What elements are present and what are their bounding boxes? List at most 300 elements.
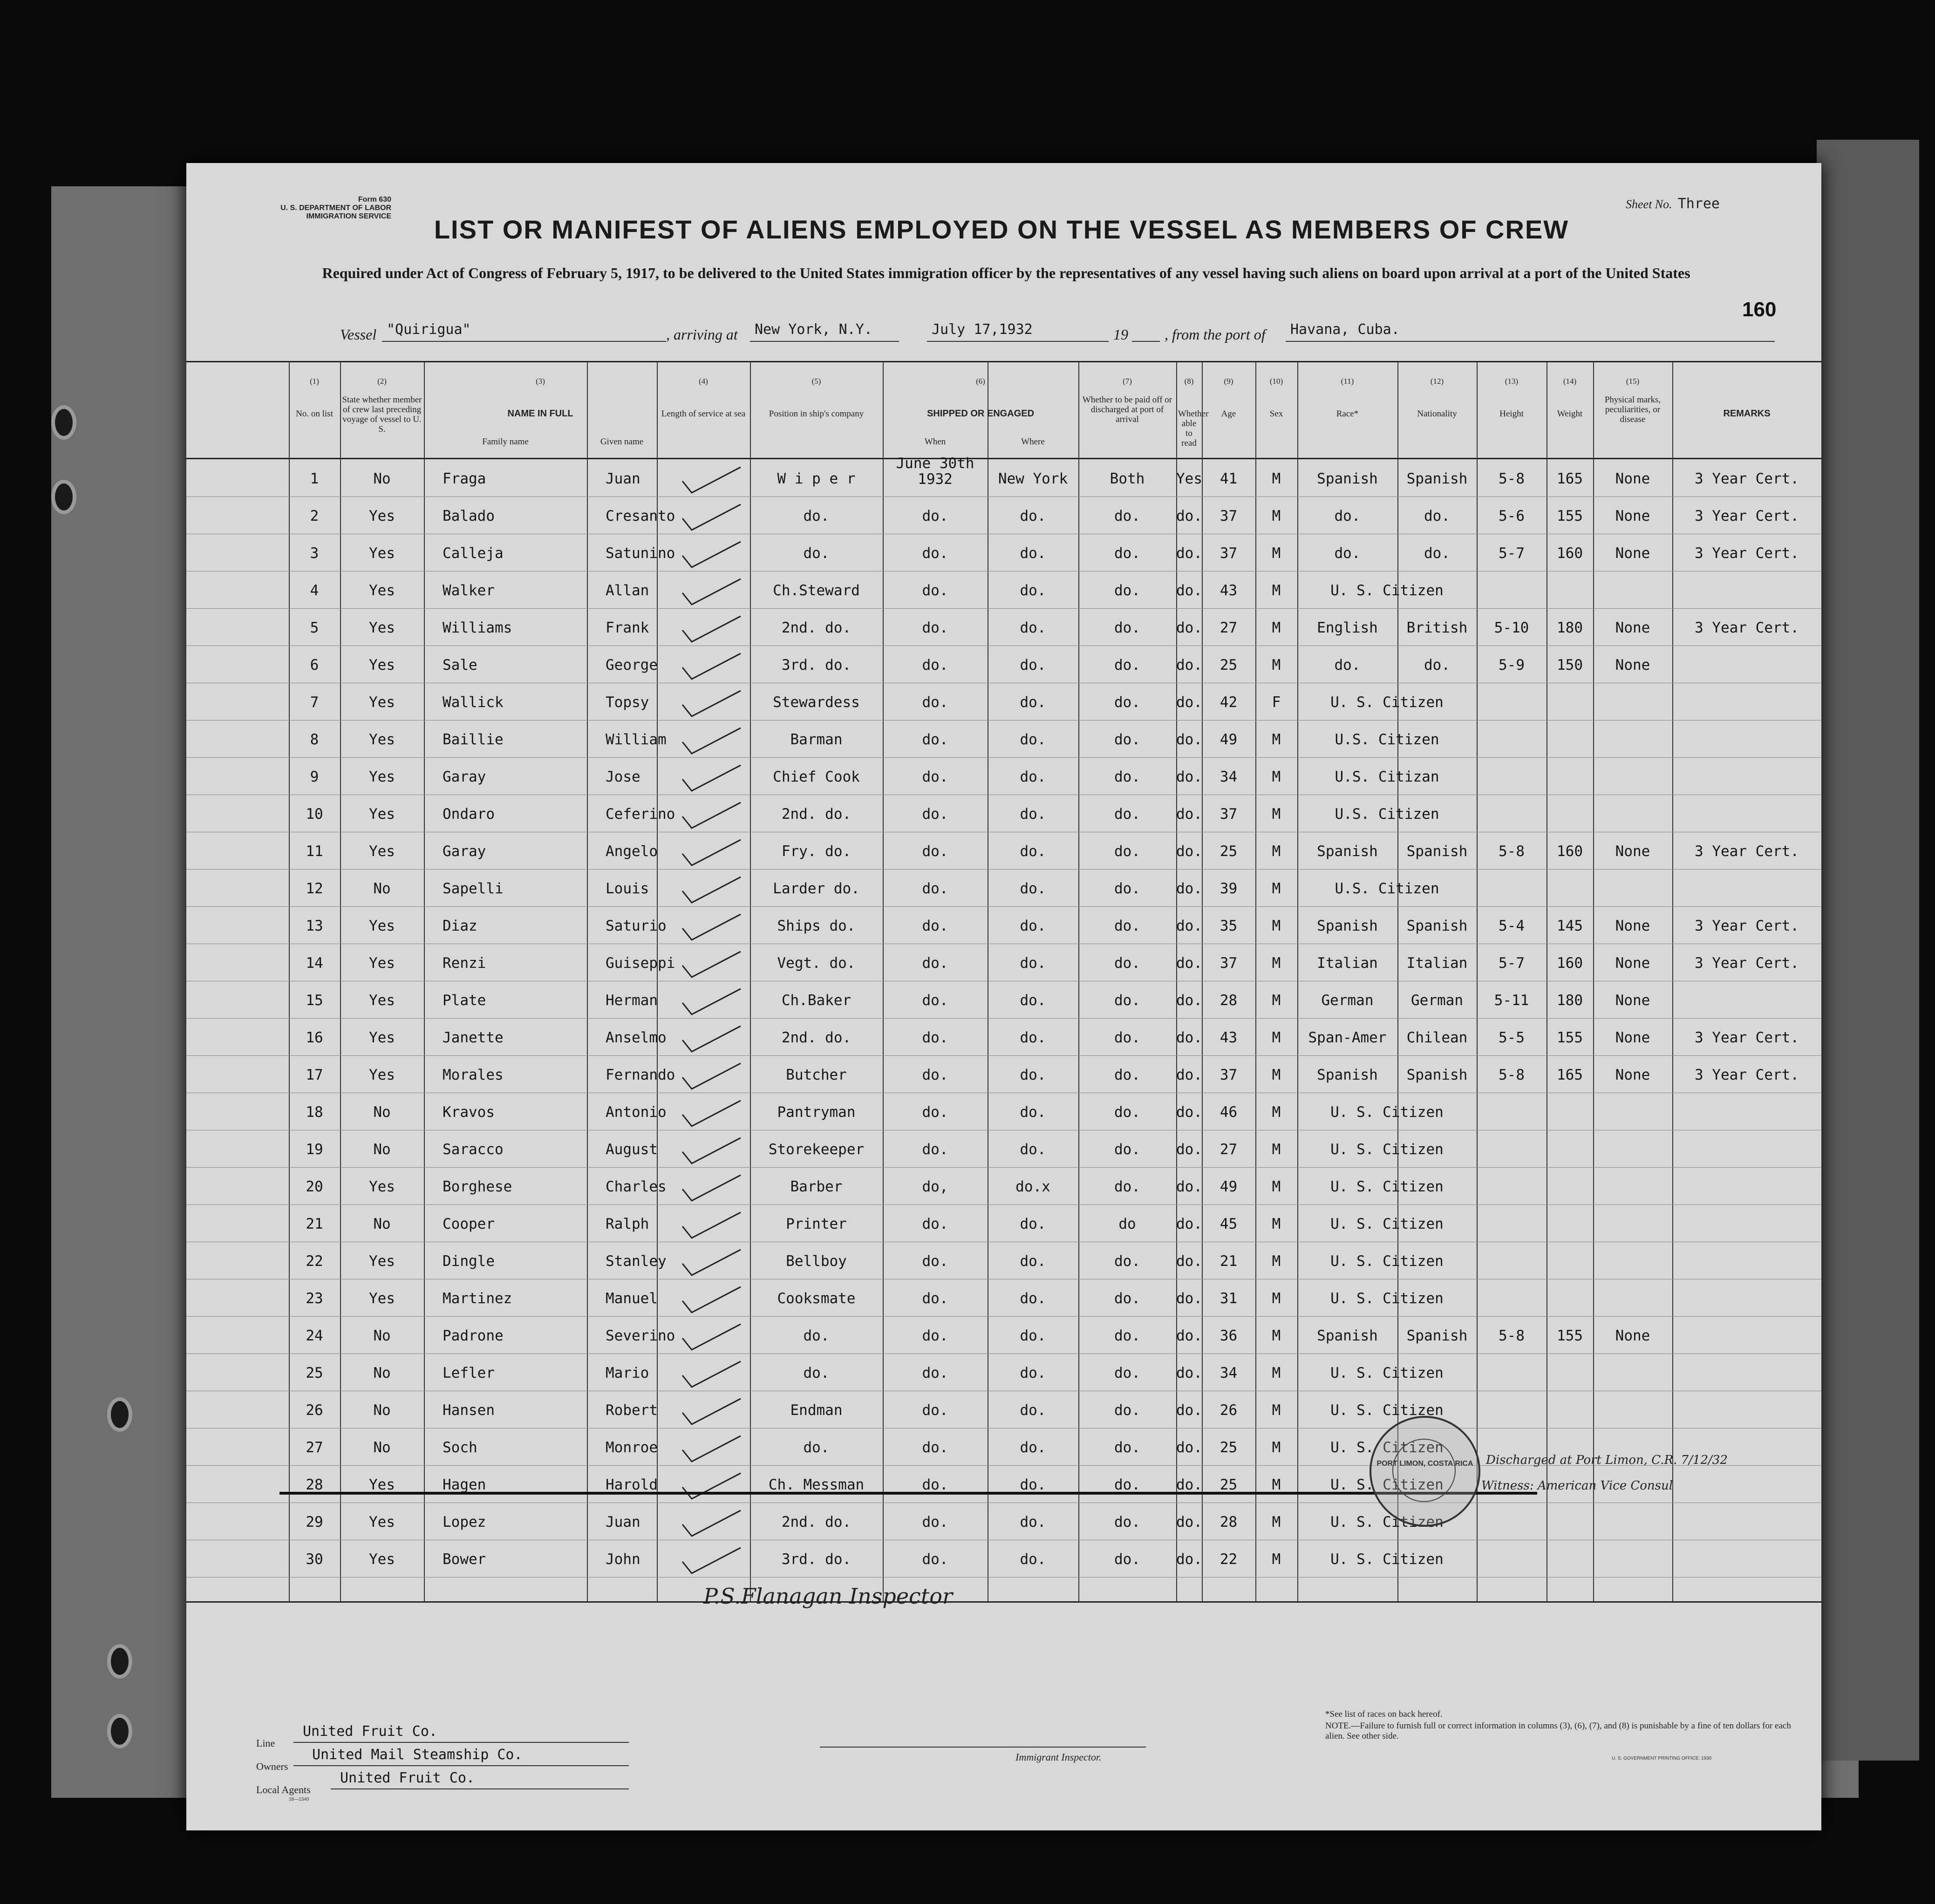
cell-no: 24 <box>306 1327 323 1344</box>
cell-read: do. <box>1176 545 1202 562</box>
cell-no: 30 <box>306 1551 323 1568</box>
cell-nationality: Spanish <box>1406 1327 1468 1344</box>
cell-position: Storekeeper <box>768 1141 865 1158</box>
cell-read: do. <box>1176 880 1202 897</box>
cell-when: do. <box>922 1439 948 1456</box>
cell-given: Juan <box>606 1514 640 1530</box>
checkmark-icon <box>680 1024 745 1056</box>
row-divider <box>186 608 1821 609</box>
cell-read: do. <box>1176 1067 1202 1083</box>
cell-where: do. <box>1020 918 1046 934</box>
cell-height: 5-8 <box>1499 843 1525 860</box>
background-sheet-edge <box>1817 140 1919 1761</box>
cell-when: do. <box>922 806 948 823</box>
checkmark-icon <box>680 875 745 907</box>
arriving-label: , arriving at <box>666 326 738 343</box>
cell-read: do. <box>1176 1365 1202 1381</box>
cell-given: Guiseppi <box>606 955 675 972</box>
cell-family: Wallick <box>443 694 504 711</box>
cell-sex: M <box>1272 582 1281 599</box>
row-divider <box>186 1167 1821 1168</box>
cell-sex: M <box>1272 1178 1281 1195</box>
cell-sex: M <box>1272 880 1281 897</box>
cell-marks: None <box>1615 1029 1650 1046</box>
column-subheader: When <box>924 437 946 447</box>
cell-family: Morales <box>443 1067 504 1083</box>
cell-weight: 180 <box>1557 619 1583 636</box>
column-header: State whether member of crew last preceding voyage of vessel to U. S. <box>342 395 422 434</box>
cell-family: Janette <box>443 1029 504 1046</box>
cell-when: do. <box>922 992 948 1009</box>
column-header: Height <box>1499 409 1524 419</box>
column-header: Whether able to read <box>1178 409 1209 448</box>
cell-nationality: Spanish <box>1406 843 1468 860</box>
agents-label: Local Agents <box>256 1784 311 1795</box>
cell-paid: do. <box>1114 1514 1140 1530</box>
cell-paid: do. <box>1114 582 1140 599</box>
cell-remarks: 3 Year Cert. <box>1695 619 1799 636</box>
cell-family: Baillie <box>443 731 504 748</box>
column-header: Sex <box>1269 409 1283 419</box>
column-header: Physical marks, peculiarities, or disease <box>1604 395 1661 424</box>
cell-position: do. <box>803 1327 830 1344</box>
cell-where: do. <box>1020 1290 1046 1307</box>
cell-no: 17 <box>306 1067 323 1083</box>
form-number: Form 630 <box>358 196 391 204</box>
cell-position: do. <box>803 1439 830 1456</box>
cell-sex: M <box>1272 806 1281 823</box>
cell-family: Walker <box>443 582 495 599</box>
cell-age: 25 <box>1220 1476 1238 1493</box>
cell-where: do. <box>1020 1551 1046 1568</box>
cell-family: Sale <box>443 657 477 673</box>
cell-race: U. S. Citizen <box>1330 1104 1444 1121</box>
checkmark-icon <box>680 651 745 684</box>
checkmark-icon <box>680 1285 745 1317</box>
cell-nationality: do. <box>1424 545 1450 562</box>
column-number: (14) <box>1563 377 1577 386</box>
cell-race: do. <box>1334 508 1361 524</box>
column-number: (15) <box>1626 377 1640 386</box>
cell-given: Ralph <box>606 1216 649 1232</box>
cell-read: do. <box>1176 619 1202 636</box>
cell-when: do. <box>922 1216 948 1232</box>
cell-position: do. <box>803 545 830 562</box>
cell-no: 16 <box>306 1029 323 1046</box>
cell-position: Fry. do. <box>781 843 852 860</box>
cell-marks: None <box>1615 545 1650 562</box>
cell-read: do. <box>1176 1178 1202 1195</box>
cell-age: 43 <box>1220 582 1238 599</box>
cell-when: do, <box>922 1178 948 1195</box>
cell-position: Ch.Steward <box>773 582 860 599</box>
form-service: IMMIGRATION SERVICE <box>306 212 391 220</box>
cell-family: Diaz <box>443 918 477 934</box>
cell-family: Williams <box>443 619 512 636</box>
cell-read: do. <box>1176 1402 1202 1419</box>
cell-no: 9 <box>310 768 319 785</box>
cell-when: do. <box>922 657 948 673</box>
cell-sex: M <box>1272 657 1281 673</box>
cell-given: Saturio <box>606 918 667 934</box>
cell-remarks: 3 Year Cert. <box>1695 1029 1799 1046</box>
cell-when: do. <box>922 1476 948 1493</box>
cell-paid: do. <box>1114 1178 1140 1195</box>
cell-nationality: German <box>1411 992 1463 1009</box>
cell-read: do. <box>1176 1327 1202 1344</box>
cell-read: do. <box>1176 1476 1202 1493</box>
column-subheader: Given name <box>600 437 644 447</box>
cell-when: do. <box>922 1141 948 1158</box>
sheet-label: Sheet No. <box>1626 197 1672 211</box>
column-header: Position in ship's company <box>769 409 864 419</box>
cell-family: Fraga <box>443 470 486 487</box>
cell-when: do. <box>922 1551 948 1568</box>
cell-height: 5-10 <box>1494 619 1529 636</box>
cell-given: Juan <box>606 470 640 487</box>
cell-no: 14 <box>306 955 323 972</box>
cell-prev: Yes <box>369 1551 395 1568</box>
cell-weight: 160 <box>1557 545 1583 562</box>
column-number: (4) <box>699 377 708 386</box>
cell-height: 5-11 <box>1494 992 1529 1009</box>
cell-when: do. <box>922 731 948 748</box>
cell-when: June 30th 1932 <box>896 455 974 488</box>
punch-hole <box>107 1644 132 1679</box>
cell-position: Pantryman <box>777 1104 856 1121</box>
cell-given: Mario <box>606 1365 649 1381</box>
cell-where: do. <box>1020 731 1046 748</box>
cell-given: Topsy <box>606 694 649 711</box>
cell-given: Manuel <box>606 1290 658 1307</box>
cell-age: 21 <box>1220 1253 1238 1270</box>
cell-paid: do. <box>1114 545 1140 562</box>
cell-age: 37 <box>1220 545 1238 562</box>
printer-note: U. S. GOVERNMENT PRINTING OFFICE: 1930 <box>1612 1756 1712 1761</box>
cell-race: do. <box>1334 545 1361 562</box>
cell-prev: Yes <box>369 657 395 673</box>
cell-position: Cooksmate <box>777 1290 856 1307</box>
cell-paid: do. <box>1114 1402 1140 1419</box>
cell-family: Calleja <box>443 545 504 562</box>
cell-no: 23 <box>306 1290 323 1307</box>
cell-position: Butcher <box>786 1067 847 1083</box>
cell-paid: do. <box>1114 918 1140 934</box>
cell-marks: None <box>1615 508 1650 524</box>
cell-when: do. <box>922 694 948 711</box>
cell-family: Saracco <box>443 1141 504 1158</box>
row-divider <box>186 1204 1821 1205</box>
cell-family: Martinez <box>443 1290 512 1307</box>
cell-position: do. <box>803 508 830 524</box>
cell-paid: do. <box>1114 731 1140 748</box>
row-divider <box>186 496 1821 497</box>
cell-age: 36 <box>1220 1327 1238 1344</box>
cell-age: 34 <box>1220 1365 1238 1381</box>
cell-sex: M <box>1272 1476 1281 1493</box>
cell-paid: do. <box>1114 657 1140 673</box>
cell-paid: do. <box>1114 1476 1140 1493</box>
cell-where: do. <box>1020 694 1046 711</box>
cell-weight: 145 <box>1557 918 1583 934</box>
cell-given: Jose <box>606 768 640 785</box>
cell-age: 49 <box>1220 731 1238 748</box>
cell-race: Italian <box>1317 955 1378 972</box>
row-divider <box>186 1577 1821 1578</box>
witness-note: Witness: American Vice Consul <box>1481 1479 1673 1493</box>
cell-read: do. <box>1176 768 1202 785</box>
cell-prev: Yes <box>369 694 395 711</box>
cell-age: 41 <box>1220 470 1238 487</box>
column-header: SHIPPED OR ENGAGED <box>927 408 1035 419</box>
cell-paid: do. <box>1114 1327 1140 1344</box>
cell-race: Spanish <box>1317 470 1378 487</box>
cell-no: 6 <box>310 657 319 673</box>
column-header: NAME IN FULL <box>507 408 573 419</box>
column-header: Age <box>1221 409 1236 419</box>
cell-where: do. <box>1020 1067 1046 1083</box>
races-note: *See list of races on back hereof. <box>1325 1709 1443 1719</box>
cell-where: New York <box>998 470 1068 487</box>
cell-family: Kravos <box>443 1104 495 1121</box>
cell-family: Padrone <box>443 1327 504 1344</box>
checkmark-icon <box>680 688 745 721</box>
cell-prev: No <box>373 1327 391 1344</box>
cell-given: Charles <box>606 1178 667 1195</box>
cell-paid: do. <box>1114 1439 1140 1456</box>
cell-no: 27 <box>306 1439 323 1456</box>
cell-where: do. <box>1020 955 1046 972</box>
checkmark-icon <box>680 1098 745 1131</box>
cell-read: do. <box>1176 582 1202 599</box>
cell-prev: No <box>373 1439 391 1456</box>
cell-no: 12 <box>306 880 323 897</box>
column-header: REMARKS <box>1723 408 1771 419</box>
cell-age: 49 <box>1220 1178 1238 1195</box>
cell-prev: No <box>373 1141 391 1158</box>
cell-family: Borghese <box>443 1178 512 1195</box>
cell-prev: Yes <box>369 508 395 524</box>
cell-given: Robert <box>606 1402 658 1419</box>
row-divider <box>186 1055 1821 1056</box>
cell-family: Balado <box>443 508 495 524</box>
cell-paid: do. <box>1114 619 1140 636</box>
cell-position: Larder do. <box>773 880 860 897</box>
checkmark-icon <box>680 465 745 497</box>
cell-given: Cresanto <box>606 508 675 524</box>
cell-race: U. S. Citizen <box>1330 694 1444 711</box>
column-number: (2) <box>377 377 387 386</box>
cell-no: 10 <box>306 806 323 823</box>
cell-read: do. <box>1176 694 1202 711</box>
cell-age: 37 <box>1220 508 1238 524</box>
cell-given: Severino <box>606 1327 675 1344</box>
cell-prev: Yes <box>369 1476 395 1493</box>
cell-given: Anselmo <box>606 1029 667 1046</box>
column-header: No. on list <box>296 409 333 419</box>
cell-prev: Yes <box>369 843 395 860</box>
cell-prev: Yes <box>369 1290 395 1307</box>
cell-race: U. S. Citizen <box>1330 1365 1444 1381</box>
column-number: (5) <box>811 377 821 386</box>
row-divider <box>186 1018 1821 1019</box>
cell-position: 2nd. do. <box>781 1029 852 1046</box>
cell-age: 34 <box>1220 768 1238 785</box>
cell-family: Hagen <box>443 1476 486 1493</box>
cell-race: U. S. Citizen <box>1330 582 1444 599</box>
cell-where: do. <box>1020 582 1046 599</box>
cell-age: 22 <box>1220 1551 1238 1568</box>
cell-position: 2nd. do. <box>781 1514 852 1530</box>
cell-sex: M <box>1272 1104 1281 1121</box>
column-number: (9) <box>1224 377 1233 386</box>
cell-race: U. S. Citizen <box>1330 1514 1444 1530</box>
cell-read: Yes <box>1176 470 1202 487</box>
cell-paid: do. <box>1114 992 1140 1009</box>
cell-when: do. <box>922 768 948 785</box>
cell-sex: M <box>1272 1439 1281 1456</box>
from-port: Havana, Cuba. <box>1290 321 1400 338</box>
cell-given: Satunino <box>606 545 675 562</box>
cell-paid: do. <box>1114 694 1140 711</box>
checkmark-icon <box>680 577 745 609</box>
cell-read: do. <box>1176 1104 1202 1121</box>
cell-race: English <box>1317 619 1378 636</box>
discharge-note: Discharged at Port Limon, C.R. 7/12/32 <box>1486 1453 1728 1467</box>
cell-position: Ch. Messman <box>768 1476 865 1493</box>
cell-paid: do. <box>1114 1551 1140 1568</box>
cell-family: Garay <box>443 768 486 785</box>
cell-no: 29 <box>306 1514 323 1530</box>
cell-height: 5-8 <box>1499 470 1525 487</box>
cell-where: do. <box>1020 508 1046 524</box>
cell-where: do. <box>1020 1253 1046 1270</box>
cell-read: do. <box>1176 508 1202 524</box>
cell-no: 26 <box>306 1402 323 1419</box>
checkmark-icon <box>680 1061 745 1094</box>
cell-sex: M <box>1272 992 1281 1009</box>
checkmark-icon <box>680 614 745 646</box>
column-number: (11) <box>1341 377 1354 386</box>
cell-age: 25 <box>1220 843 1238 860</box>
consular-stamp <box>1369 1416 1480 1527</box>
cell-family: Garay <box>443 843 486 860</box>
checkmark-icon <box>680 539 745 572</box>
cell-race: U. S. Citizen <box>1330 1551 1444 1568</box>
cell-weight: 155 <box>1557 1327 1583 1344</box>
cell-age: 46 <box>1220 1104 1238 1121</box>
manifest-table <box>186 361 1821 1603</box>
cell-marks: None <box>1615 918 1650 934</box>
cell-remarks: 3 Year Cert. <box>1695 918 1799 934</box>
column-header: Nationality <box>1417 409 1457 419</box>
cell-where: do. <box>1020 619 1046 636</box>
cell-weight: 160 <box>1557 955 1583 972</box>
cell-race: U. S. Citizen <box>1330 1141 1444 1158</box>
cell-no: 25 <box>306 1365 323 1381</box>
cell-when: do. <box>922 508 948 524</box>
cell-given: Monroe <box>606 1439 658 1456</box>
cell-prev: Yes <box>369 619 395 636</box>
cell-when: do. <box>922 843 948 860</box>
cell-paid: do. <box>1114 1141 1140 1158</box>
checkmark-icon <box>680 986 745 1019</box>
punch-hole <box>107 1714 132 1748</box>
cell-family: Plate <box>443 992 486 1009</box>
cell-where: do. <box>1020 1141 1046 1158</box>
form-department: U. S. DEPARTMENT OF LABOR <box>280 204 391 212</box>
cell-family: Lefler <box>443 1365 495 1381</box>
checkmark-icon <box>680 837 745 870</box>
cell-position: Bellboy <box>786 1253 847 1270</box>
cell-prev: Yes <box>369 992 395 1009</box>
cell-prev: No <box>373 880 391 897</box>
cell-sex: M <box>1272 955 1281 972</box>
cell-where: do. <box>1020 1104 1046 1121</box>
cell-family: Bower <box>443 1551 486 1568</box>
cell-marks: None <box>1615 1327 1650 1344</box>
cell-remarks: 3 Year Cert. <box>1695 470 1799 487</box>
sheet-value: Three <box>1677 196 1720 212</box>
cell-given: William <box>606 731 667 748</box>
cell-read: do. <box>1176 992 1202 1009</box>
cell-position: 3rd. do. <box>781 1551 852 1568</box>
cell-race: U. S. Citizen <box>1330 1253 1444 1270</box>
cell-remarks: 3 Year Cert. <box>1695 508 1799 524</box>
checkmark-icon <box>680 1247 745 1280</box>
cell-given: John <box>606 1551 640 1568</box>
cell-no: 5 <box>310 619 319 636</box>
cell-given: Fernando <box>606 1067 675 1083</box>
cell-race: Spanish <box>1317 918 1378 934</box>
cell-race: U. S. Citizen <box>1330 1178 1444 1195</box>
cell-given: Angelo <box>606 843 658 860</box>
cell-race: U. S. Citizen <box>1330 1216 1444 1232</box>
page-subtitle: Required under Act of Congress of February 5, 1917, to be delivered to the United States immigration officer by the representatives of any vessel having such aliens on board upon arrival at a port of the United States <box>322 265 1690 281</box>
cell-prev: Yes <box>369 768 395 785</box>
column-number: (8) <box>1184 377 1194 386</box>
cell-race: U.S. Citizen <box>1335 806 1439 823</box>
cell-no: 18 <box>306 1104 323 1121</box>
cell-read: do. <box>1176 1141 1202 1158</box>
cell-remarks: 3 Year Cert. <box>1695 545 1799 562</box>
cell-height: 5-7 <box>1499 955 1525 972</box>
cell-read: do. <box>1176 1439 1202 1456</box>
cell-when: do. <box>922 545 948 562</box>
cell-when: do. <box>922 1253 948 1270</box>
cell-nationality: Spanish <box>1406 1067 1468 1083</box>
cell-race: U.S. Citizen <box>1335 880 1439 897</box>
from-label: , from the port of <box>1165 326 1266 343</box>
cell-when: do. <box>922 1327 948 1344</box>
cell-age: 35 <box>1220 918 1238 934</box>
agents-value: United Fruit Co. <box>340 1770 475 1786</box>
cell-weight: 155 <box>1557 1029 1583 1046</box>
cell-sex: M <box>1272 731 1281 748</box>
column-header: Length of service at sea <box>661 409 746 419</box>
cell-position: Printer <box>786 1216 847 1232</box>
cell-position: Vegt. do. <box>777 955 856 972</box>
page-number: 160 <box>1742 298 1777 321</box>
cell-family: Soch <box>443 1439 477 1456</box>
cell-weight: 150 <box>1557 657 1583 673</box>
column-subheader: Where <box>1021 437 1045 447</box>
cell-weight: 165 <box>1557 1067 1583 1083</box>
cell-read: do. <box>1176 1253 1202 1270</box>
cell-sex: M <box>1272 918 1281 934</box>
cell-when: do. <box>922 1402 948 1419</box>
cell-remarks: 3 Year Cert. <box>1695 843 1799 860</box>
